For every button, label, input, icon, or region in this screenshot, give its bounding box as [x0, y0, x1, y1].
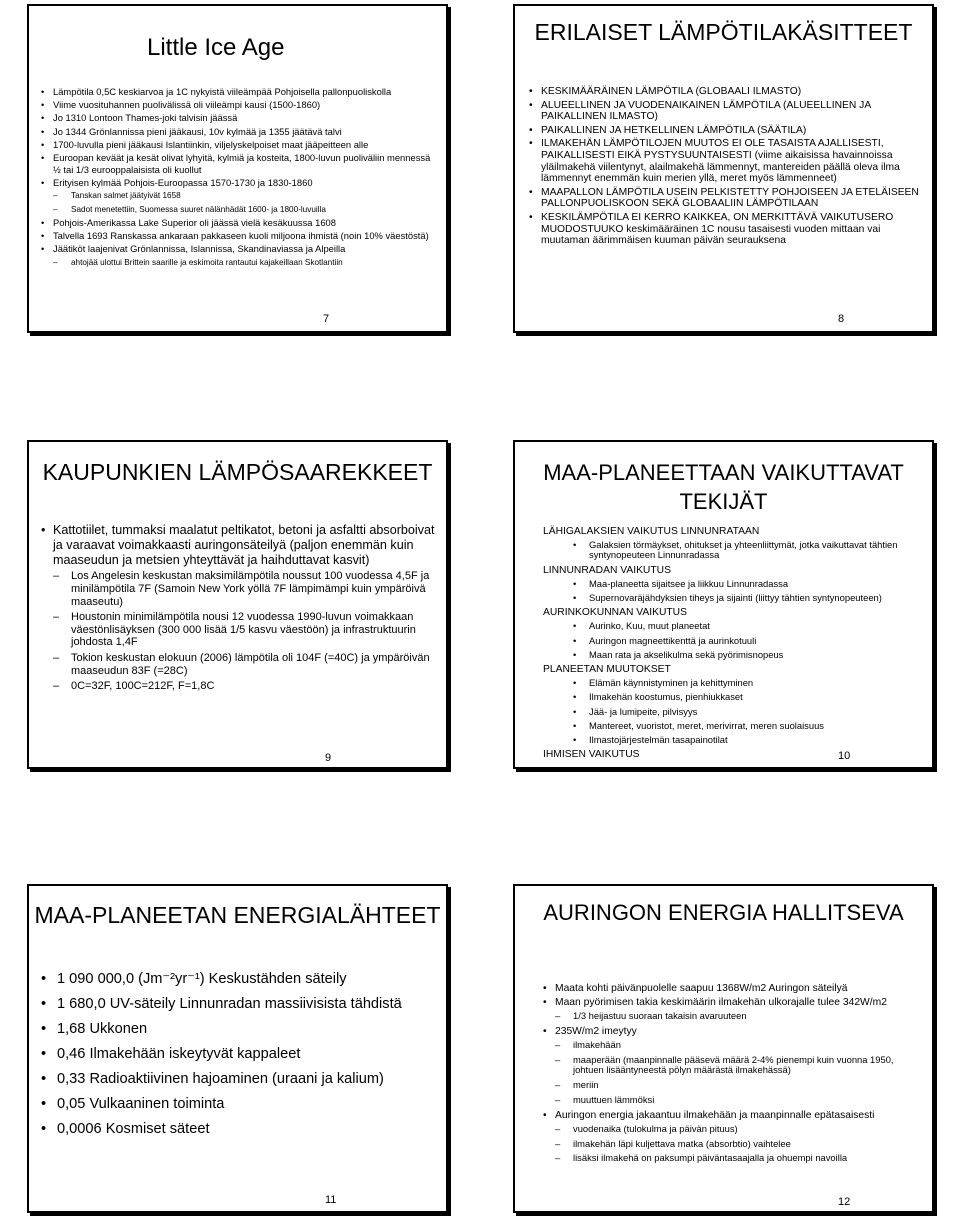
- list-item: • Viime vuosituhannen puolivälissä oli viileämpi kausi (1500-1860): [39, 99, 439, 111]
- list-item: • MAAPALLON LÄMPÖTILA USEIN PELKISTETTY POHJOISEEN JA ETELÄISEEN PALLONPUOLISKOON SEKÄ GLOBAALIIN LÄMPÖTILAAN: [527, 187, 927, 210]
- slide-12: [513, 884, 934, 1213]
- page-number: 12: [838, 1196, 851, 1208]
- list-subitem: • Elämän käynnistyminen ja kehittyminen: [543, 678, 913, 688]
- list-subitem: – Sadot menetettiin, Suomessa suuret nälänhädät 1600- ja 1800-luvuilla: [39, 204, 439, 216]
- list-subitem: – Los Angelesin keskustan maksimilämpötila noussut 100 vuodessa 4,5F ja minilämpötila 7F (Samoin New York yöllä 7F lämpimämpi kuin ympäröivä maaseutu): [39, 570, 439, 608]
- list-item: • 0,0006 Kosmiset säteet: [39, 1120, 439, 1139]
- list-item: • Auringon energia jakaantuu ilmakehään ja maanpinnalle epätasaisesti: [541, 1110, 921, 1122]
- list-subitem: – meriin: [541, 1080, 921, 1091]
- list-subitem: – muuttuen lämmöksi: [541, 1095, 921, 1106]
- list-subitem: – ahtojää ulottui Brittein saarille ja eskimoita rantautui kajakeillaan Skotlantiin: [39, 257, 439, 269]
- list-subitem: – Houstonin minimilämpötila nousi 12 vuodessa 1990-luvun voimakkaan väestönlisäyksen (300 000 lisää 1/5 kasvu väestöön) ja infrastruktuurin johdosta 1,4F: [39, 611, 439, 649]
- page-number: 11: [325, 1194, 337, 1206]
- list-item: • Jo 1344 Grönlannissa pieni jääkausi, 10v kylmää ja 1355 jäätävä talvi: [39, 126, 439, 138]
- list-subitem: • Auringon magneettikenttä ja aurinkotuuli: [543, 636, 913, 646]
- list-subitem: • Ilmastojärjestelmän tasapainotilat: [543, 735, 913, 745]
- list-subitem: – lisäksi ilmakehä on paksumpi päiväntasaajalla ja ohuempi navoilla: [541, 1153, 921, 1164]
- page-number: 10: [838, 750, 851, 762]
- list-item: • KESKILÄMPÖTILA EI KERRO KAIKKEA, ON MERKITTÄVÄ VAIKUTUSERO MUODOSTUUKO keskimääräinen 1C nousu tasaisesti vuoden mittaan vai muutaman äärimmäisen kuuman päivän seurauksena: [527, 212, 927, 247]
- list-subitem: – vuodenaika (tulokulma ja päivän pituus): [541, 1124, 921, 1135]
- list-item: • Lämpötila 0,5C keskiarvoa ja 1C nykyistä viileämpää Pohjoisella pallonpuoliskolla: [39, 86, 439, 98]
- bullet-list: [543, 522, 913, 763]
- slide-7: [27, 4, 448, 333]
- slide-title: AURINGON ENERGIA HALLITSEVA: [543, 900, 904, 925]
- list-subitem: • Jää- ja lumipeite, pilvisyys: [543, 707, 913, 717]
- list-heading: IHMISEN VAIKUTUS: [543, 749, 640, 761]
- list-item: • Maan pyörimisen takia keskimäärin ilmakehän ulkorajalle tulee 342W/m2: [541, 997, 921, 1009]
- list-subitem: • Aurinko, Kuu, muut planeetat: [543, 621, 913, 631]
- list-subitem: • Maa-planeetta sijaitsee ja liikkuu Linnunradassa: [543, 579, 913, 589]
- slide-11: [27, 884, 448, 1213]
- list-heading: LÄHIGALAKSIEN VAIKUTUS LINNUNRATAAN: [543, 526, 760, 537]
- list-subitem: – ilmakehän läpi kuljettava matka (absorbtio) vaihtelee: [541, 1139, 921, 1150]
- list-subitem: • Mantereet, vuoristot, meret, merivirrat, meren suolaisuus: [543, 721, 913, 731]
- list-subitem: – 1/3 heijastuu suoraan takaisin avaruuteen: [541, 1011, 921, 1022]
- list-subitem: – ilmakehään: [541, 1040, 921, 1051]
- slide-10: [513, 440, 934, 769]
- list-heading: AURINKOKUNNAN VAIKUTUS: [543, 607, 687, 619]
- bullet-list: [39, 523, 439, 696]
- list-item: • 0,05 Vulkaaninen toiminta: [39, 1095, 439, 1114]
- bullet-list: [39, 86, 439, 270]
- page-number: 9: [325, 752, 332, 764]
- slide-title: MAA-PLANEETTAAN VAIKUTTAVAT TEKIJÄT: [543, 460, 904, 514]
- list-subitem: • Galaksien törmäykset, ohitukset ja yhteenliittymät, jotka vaikuttavat tähtien syntynopeuteen Linnunradassa: [543, 540, 913, 560]
- slide-title: KAUPUNKIEN LÄMPÖSAAREKKEET: [42, 459, 433, 485]
- list-subitem: – maaperään (maanpinnalle pääsevä määrä 2-4% pienempi kuin vuonna 1950, johtuen lisääntyneestä pölyn määrästä ilmakehässä): [541, 1055, 921, 1077]
- list-item: • Jäätiköt laajenivat Grönlannissa, Islannissa, Skandinaviassa ja Alpeilla: [39, 243, 439, 255]
- list-subitem: – 0C=32F, 100C=212F, F=1,8C: [39, 680, 439, 693]
- list-item: • ALUEELLINEN JA VUODENAIKAINEN LÄMPÖTILA (ALUEELLINEN JA PAIKALLINEN ILMASTO): [527, 100, 927, 123]
- list-item: • ILMAKEHÄN LÄMPÖTILOJEN MUUTOS EI OLE TASAISTA AJALLISESTI, PAIKALLISESTI EIKÄ PYSTYSUUNTAISESTI (viime aikaisissa havainnoissa yläilmakehä viilentynyt, alailmakehä lämmennyt, mantereiden päällä oleva ilma lämmennyt enemmän kuin merien yllä, meret myös lämmenneet): [527, 138, 927, 184]
- list-item: • 1700-luvulla pieni jääkausi Islantiinkin, viljelyskelpoiset maat jääpeitteen alle: [39, 139, 439, 151]
- bullet-list: [527, 86, 927, 249]
- slide-title: Little Ice Age: [147, 34, 285, 61]
- slide-9: [27, 440, 448, 769]
- list-heading: PLANEETAN MUUTOKSET: [543, 664, 671, 676]
- slide-title: MAA-PLANEETAN ENERGIALÄHTEET: [34, 902, 441, 928]
- list-item: • Kattotiilet, tummaksi maalatut peltikatot, betoni ja asfaltti absorboivat ja varaavat voimakkaasti auringonsäteilyä (paljon enemmän kuin maaseudun ja metsien yhteyttävät ja haihduttavat kasvit): [39, 523, 439, 567]
- list-item: • 1 680,0 UV-säteily Linnunradan massiivisista tähdistä: [39, 995, 439, 1014]
- list-item: • PAIKALLINEN JA HETKELLINEN LÄMPÖTILA (SÄÄTILA): [527, 125, 927, 137]
- bullet-list: [541, 983, 921, 1168]
- list-item: • 1,68 Ukkonen: [39, 1020, 439, 1039]
- list-item: • KESKIMÄÄRÄINEN LÄMPÖTILA (GLOBAALI ILMASTO): [527, 86, 927, 98]
- list-subitem: • Supernovaräjähdyksien tiheys ja sijainti (liittyy tähtien syntynopeuteen): [543, 593, 913, 603]
- list-item: • Euroopan keväät ja kesät olivat lyhyitä, kylmiä ja kosteita, 1800-luvun puoliväliin mennessä ½ tai 1/3 eurooppalaisista oli kuollut: [39, 152, 439, 175]
- list-item: • 0,33 Radioaktiivinen hajoaminen (uraani ja kalium): [39, 1070, 439, 1089]
- page-number: 7: [323, 313, 330, 325]
- slide-8: [513, 4, 934, 333]
- list-subitem: – Tokion keskustan elokuun (2006) lämpötila oli 104F (=40C) ja ympäröivän maaseudun 83F (=28C): [39, 652, 439, 677]
- list-subitem: • Maan rata ja akselikulma sekä pyörimisnopeus: [543, 650, 913, 660]
- list-item: • 235W/m2 imeytyy: [541, 1026, 921, 1038]
- list-item: • Jo 1310 Lontoon Thames-joki talvisin jäässä: [39, 112, 439, 124]
- slide-title: ERILAISET LÄMPÖTILAKÄSITTEET: [534, 19, 913, 45]
- bullet-list: [39, 970, 439, 1145]
- list-item: • Pohjois-Amerikassa Lake Superior oli jäässä vielä kesäkuussa 1608: [39, 217, 439, 229]
- list-heading: LINNUNRADAN VAIKUTUS: [543, 564, 671, 576]
- list-item: • 1 090 000,0 (Jm⁻²yr⁻¹) Keskustähden säteily: [39, 970, 439, 989]
- list-item: • Maata kohti päivänpuolelle saapuu 1368W/m2 Auringon säteilyä: [541, 983, 921, 995]
- list-item: • Talvella 1693 Ranskassa ankaraan pakkaseen kuoli miljoona ihmistä (noin 10% väestöstä): [39, 230, 439, 242]
- page-number: 8: [838, 313, 845, 325]
- list-item: • Erityisen kylmää Pohjois-Euroopassa 1570-1730 ja 1830-1860: [39, 177, 439, 189]
- list-item: • 0,46 Ilmakehään iskeytyvät kappaleet: [39, 1045, 439, 1064]
- list-subitem: • Ilmakehän koostumus, pienhiukkaset: [543, 692, 913, 702]
- list-subitem: – Tanskan salmet jäätyivät 1658: [39, 190, 439, 202]
